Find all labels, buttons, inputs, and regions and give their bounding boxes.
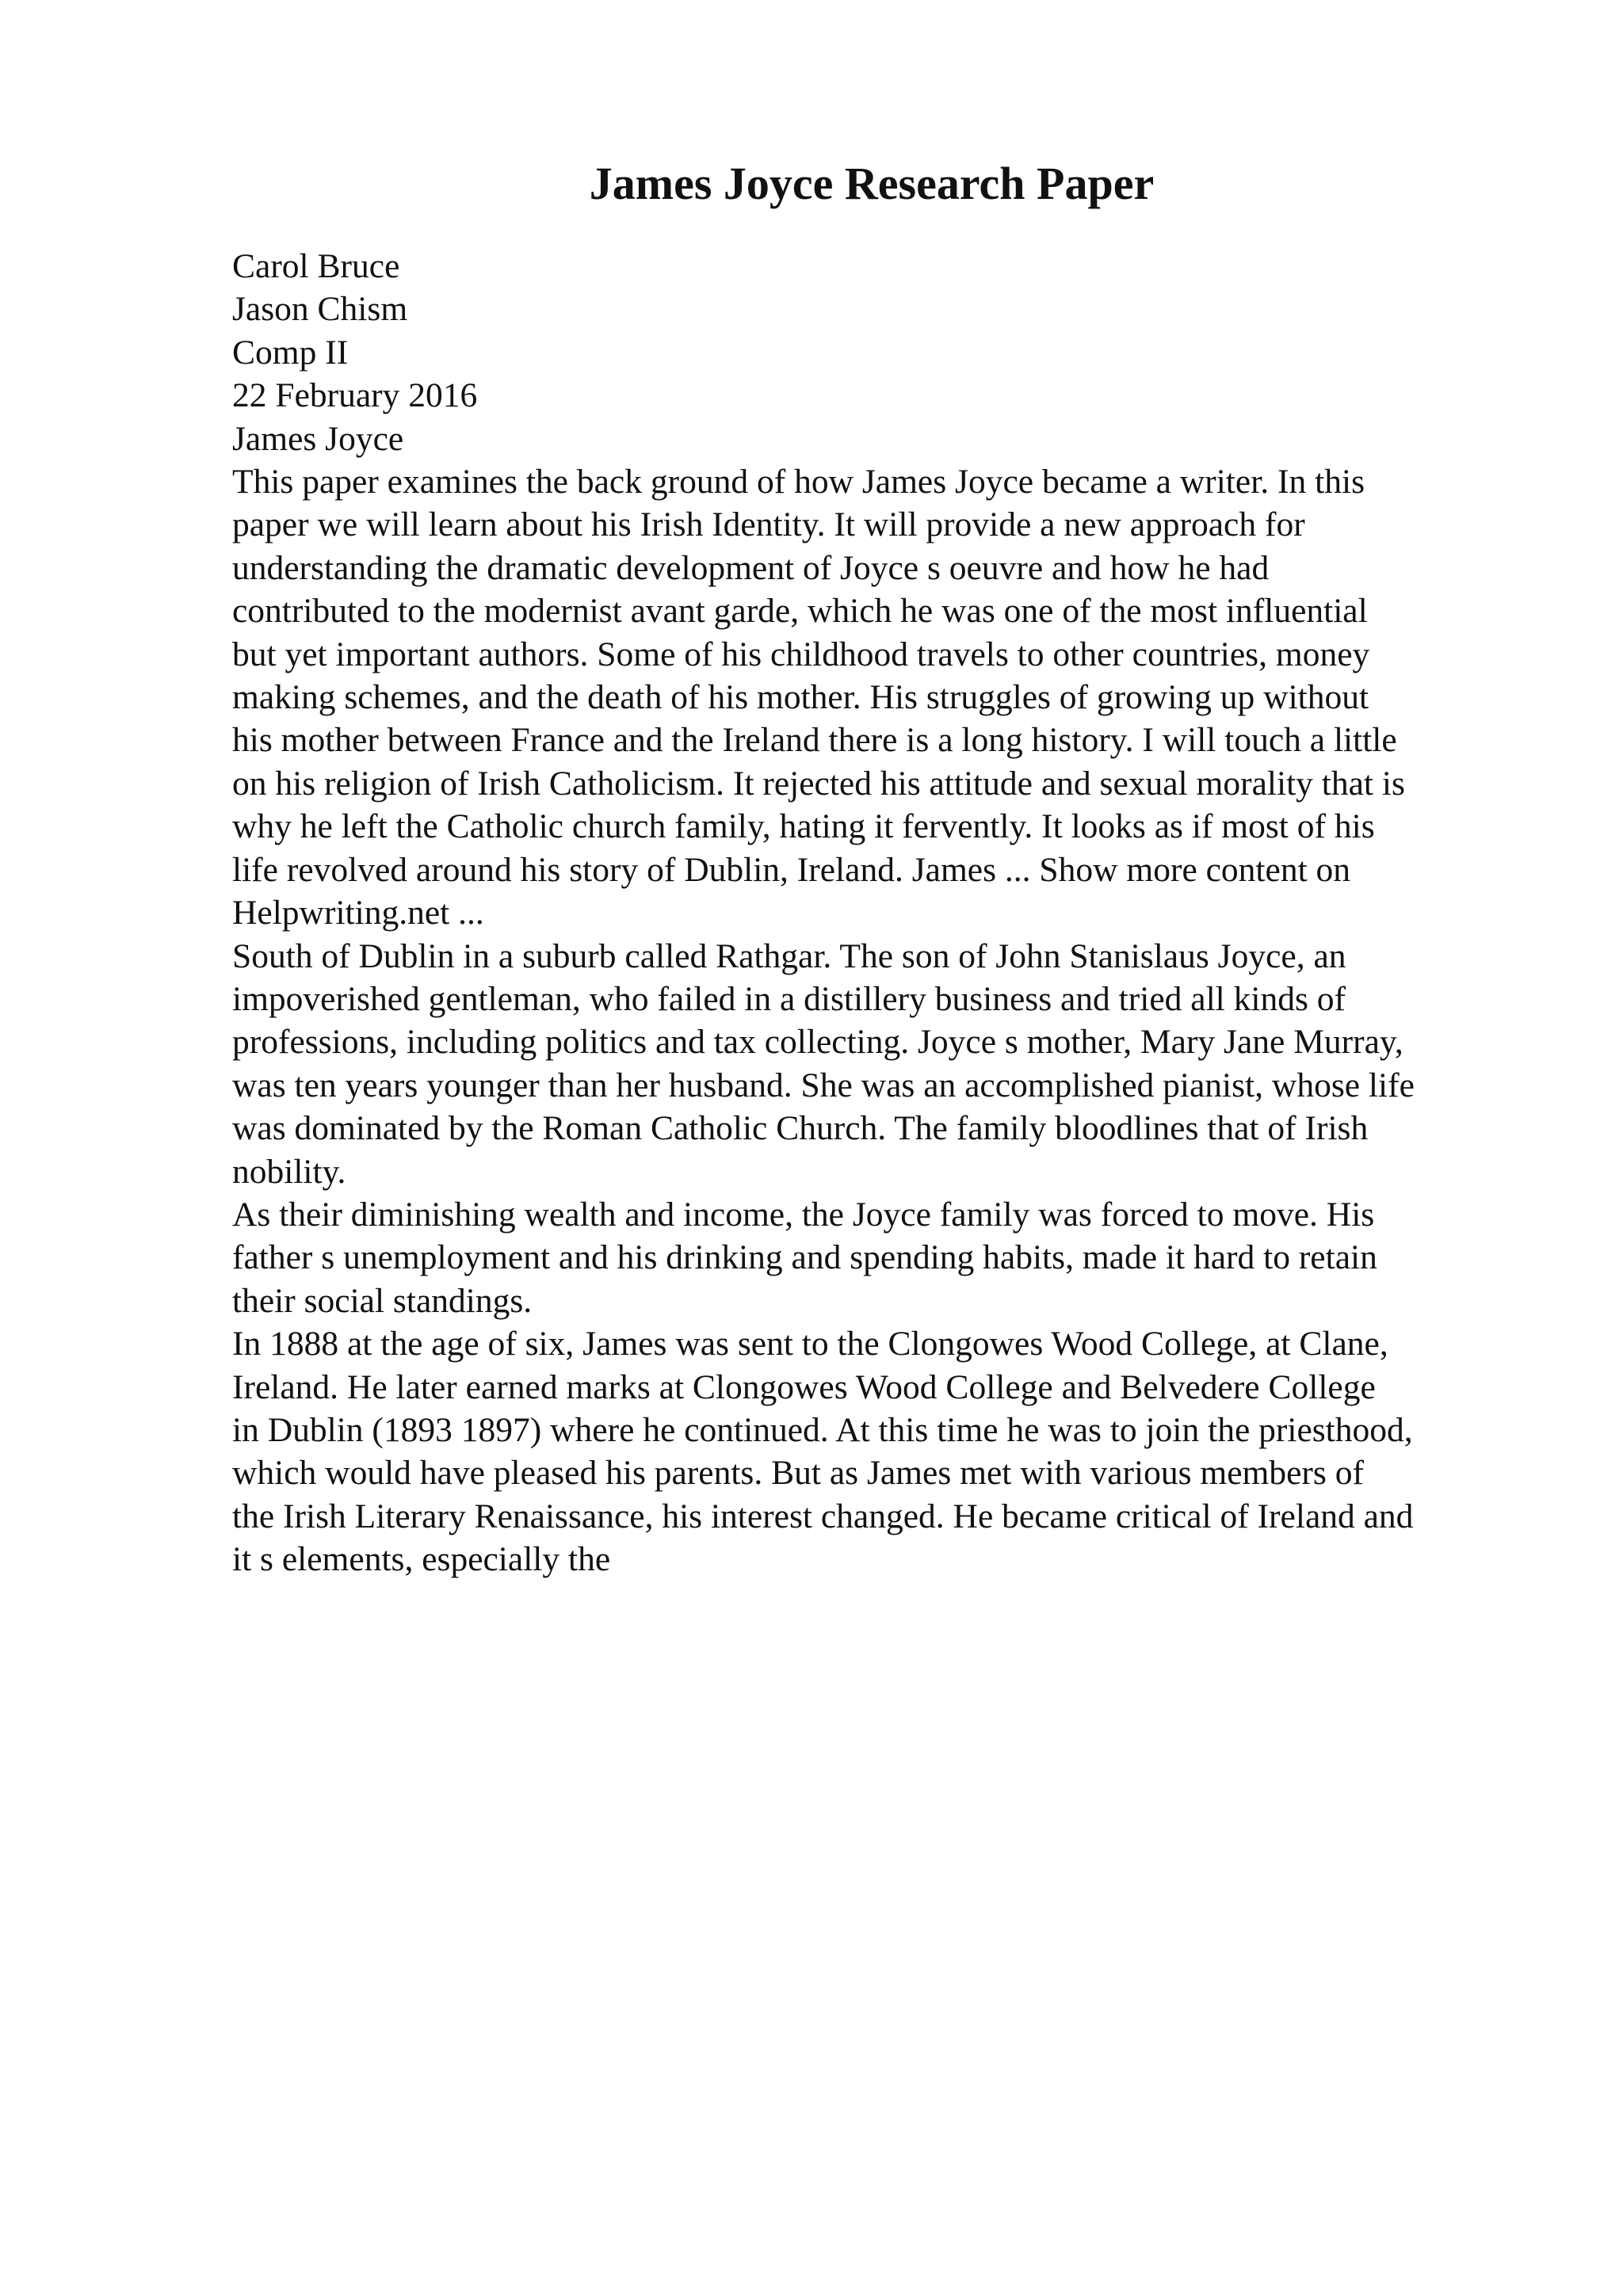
paragraph-line: professions, including politics and tax collecting. Joyce s mother, Mary Jane Murray, — [232, 1023, 1403, 1062]
document-date: 22 February 2016 — [232, 376, 478, 415]
course-name: Comp II — [232, 333, 349, 372]
paragraph-line: As their diminishing wealth and income, the Joyce family was forced to move. His — [232, 1195, 1375, 1234]
paragraph-3 — [232, 1193, 1532, 1322]
paragraph-line: it s elements, especially the — [232, 1540, 611, 1579]
paper-subject: James Joyce — [232, 419, 404, 458]
paragraph-line: contributed to the modernist avant garde, which he was one of the most influential — [232, 592, 1368, 631]
paragraph-line: which would have pleased his parents. But as James met with various members of — [232, 1454, 1364, 1493]
paragraph-line: paper we will learn about his Irish Identity. It will provide a new approach for — [232, 505, 1305, 544]
paragraph-1 — [232, 460, 1532, 934]
paragraph-line: was ten years younger than her husband. She was an accomplished pianist, whose life — [232, 1066, 1415, 1104]
paragraph-line: why he left the Catholic church family, hating it fervently. It looks as if most of his — [232, 807, 1375, 846]
paragraph-line: understanding the dramatic development of Joyce s oeuvre and how he had — [232, 548, 1270, 587]
paragraph-line: was dominated by the Roman Catholic Church. The family bloodlines that of Irish — [232, 1109, 1369, 1148]
paragraph-line: impoverished gentleman, who failed in a distillery business and tried all kinds of — [232, 979, 1346, 1018]
paragraph-line: but yet important authors. Some of his childhood travels to other countries, money — [232, 635, 1370, 673]
instructor-name: Jason Chism — [232, 290, 408, 329]
paragraph-line: This paper examines the back ground of how James Joyce became a writer. In this — [232, 463, 1365, 502]
paragraph-line: In 1888 at the age of six, James was sent to the Clongowes Wood College, at Clane, — [232, 1325, 1388, 1363]
paragraph-line: the Irish Literary Renaissance, his interest changed. He became critical of Ireland and — [232, 1497, 1414, 1535]
paragraph-line: South of Dublin in a suburb called Rathgar. The son of John Stanislaus Joyce, an — [232, 936, 1346, 975]
paragraph-2 — [232, 935, 1532, 1193]
paragraph-line: Ireland. He later earned marks at Clongowes Wood College and Belvedere College — [232, 1367, 1376, 1406]
paragraph-line: father s unemployment and his drinking and spending habits, made it hard to retain — [232, 1238, 1377, 1277]
paragraph-line: their social standings. — [232, 1281, 533, 1320]
paragraph-line: life revolved around his story of Dublin, Ireland. James ... Show more content on — [232, 850, 1351, 889]
document-body — [232, 245, 1532, 1581]
paragraph-line: making schemes, and the death of his mother. His struggles of growing up without — [232, 678, 1369, 717]
paragraph-line: Helpwriting.net ... — [232, 894, 484, 933]
paragraph-4 — [232, 1322, 1532, 1581]
header-block — [232, 245, 1532, 460]
paragraph-line: his mother between France and the Ireland there is a long history. I will touch a little — [232, 721, 1397, 760]
paragraph-line: in Dublin (1893 1897) where he continued. At this time he was to join the priesthood, — [232, 1410, 1413, 1449]
document-title: James Joyce Research Paper — [589, 158, 1155, 209]
paragraph-line: nobility. — [232, 1152, 346, 1191]
author-name: Carol Bruce — [232, 247, 400, 285]
paragraph-line: on his religion of Irish Catholicism. It rejected his attitude and sexual morality that is — [232, 764, 1405, 803]
